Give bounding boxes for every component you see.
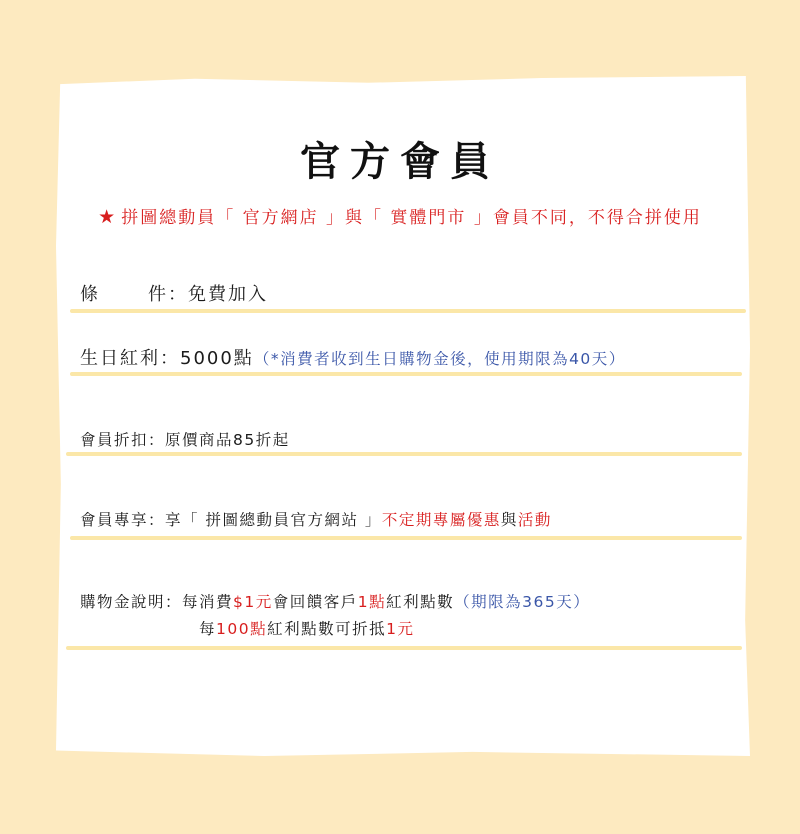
credit-highlight: 1元 [386,620,415,638]
page-title: 官方會員 [300,139,500,185]
credit-text: 紅利點數 [386,593,455,611]
condition-row [80,280,268,306]
divider-line [66,646,742,650]
birthday-row [80,344,626,370]
credit-highlight: $1元 [233,593,273,611]
credit-row-line1 [80,590,590,612]
notice-text [0,203,800,228]
notice-message: 拼圖總動員「 官方網店 」與「 實體門市 」會員不同，不得合拼使用 [121,208,702,228]
credit-row-line2 [199,617,415,639]
credit-label: 購物金說明： [80,593,183,611]
exclusive-red-a: 不定期專屬優惠 [381,511,501,529]
credit-note: （期限為365天） [454,593,591,611]
divider-line [70,536,742,540]
condition-value: 免費加入 [188,284,268,305]
discount-label: 會員折扣： [80,431,166,449]
credit-text: 每消費 [182,593,234,611]
exclusive-red-b: 活動 [517,511,552,529]
exclusive-row [80,508,552,530]
credit-text: 每 [199,620,217,638]
star-icon: ★ [98,206,118,228]
divider-line [70,309,746,313]
condition-label-b: 件： [148,284,188,305]
exclusive-text-b: 與 [500,511,518,529]
credit-text: 紅利點數可折抵 [267,620,387,638]
birthday-note: （*消費者收到生日購物金後，使用期限為40天） [253,350,626,368]
birthday-label: 生日紅利： [80,348,180,369]
credit-text: 會回饋客戶 [272,593,358,611]
condition-label-a: 條 [80,284,100,305]
divider-line [66,452,742,456]
birthday-value: 5000點 [180,348,254,369]
credit-highlight: 1點 [357,593,387,611]
exclusive-text-a: 享「 拼圖總動員官方網站 」 [165,511,382,529]
discount-row [80,428,290,450]
divider-line [70,372,742,376]
credit-highlight: 100點 [216,620,268,638]
exclusive-label: 會員專享： [80,511,166,529]
discount-value: 原價商品85折起 [165,431,290,449]
